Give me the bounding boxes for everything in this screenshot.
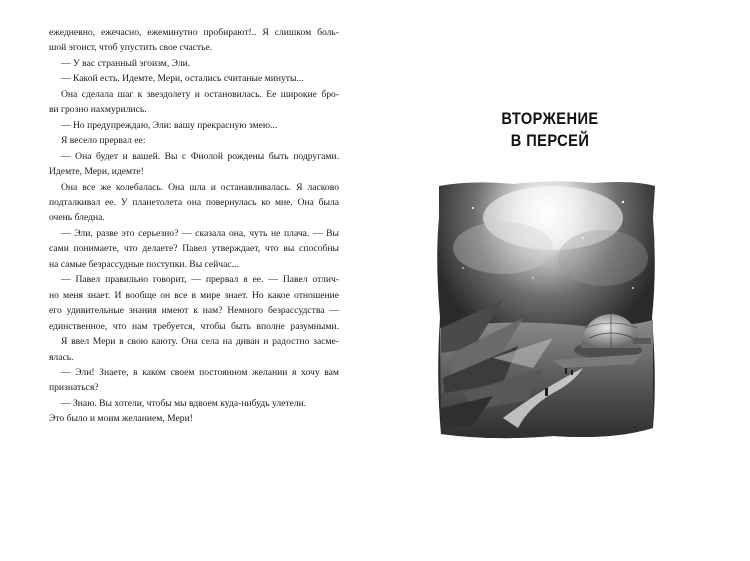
text-line: очень бледна. [49, 212, 105, 224]
text-line: единственное, что нам требуется, чтобы быть вполне разумными. [49, 320, 339, 332]
text-line: ялась. [49, 351, 74, 363]
text-line: ежедневно, ежечасно, ежеминутно пробирают!.. Я слишком боль- [49, 27, 339, 38]
text-line: на самые безрассудные поступки. Вы сейчас... [49, 258, 239, 270]
right-page [375, 0, 750, 561]
chapter-title-line: ВТОРЖЕНИЕ [501, 109, 599, 128]
text-line: — Какой есть. Идемте, Мери, остались считаные минуты... [61, 73, 304, 85]
chapter-title-line: В ПЕРСЕЙ [510, 131, 590, 150]
text-line: — Эли! Знаете, в каком своем постоянном желании я хочу вам [61, 366, 339, 378]
text-line: — У вас странный эгоизм, Эли. [61, 57, 191, 69]
text-line: но меня знает. И вообще он все в мире знает. Но какое отношение [49, 289, 339, 301]
text-line: подталкивал ее. У планетолета она повернулась ко мне. Она была [49, 196, 339, 208]
text-line: Я ввел Мери в свою каюту. Она села на диван и радостно засме- [61, 336, 339, 348]
text-line: Это было и моим желанием, Мери! [49, 413, 193, 425]
text-line: — Павел правильно говорит, — прервал я ее. — Павел отлич- [61, 274, 339, 286]
text-line: — Знаю. Вы хотели, чтобы мы вдвоем куда-нибудь улетели. [61, 397, 307, 409]
text-line: Я весело прервал ее: [61, 135, 146, 147]
text-line: — Но предупреждаю, Эли: вашу прекрасную змею... [61, 119, 278, 131]
text-line: Она все же колебалась. Она шла и останавливалась. Я ласково [61, 181, 339, 193]
space-landscape-illustration [433, 178, 659, 442]
text-line: — Эли, разве это серьезно? — сказала она, чуть не плача. — Вы [61, 227, 339, 239]
text-line: шой эгоист, чтоб упустить свое счастье. [49, 42, 213, 54]
text-line: Она сделала шаг к звездолету и остановилась. Ее широкие бро- [61, 88, 339, 100]
text-line: Идемте, Мери, идемте! [49, 166, 144, 178]
text-line: его удивительные знания имеют к нам? Немного безрассудства — [49, 305, 339, 317]
text-line: ви грозно нахмурились. [49, 104, 147, 116]
body-text [49, 25, 339, 427]
text-line: признаться? [49, 382, 99, 394]
text-line: — Она будет и вашей. Вы с Фиолой рождены быть подругами. [61, 150, 339, 162]
chapter-title [477, 108, 623, 152]
text-line: сами понимаете, что делаете? Павел утверждает, что вы способны [49, 243, 339, 255]
